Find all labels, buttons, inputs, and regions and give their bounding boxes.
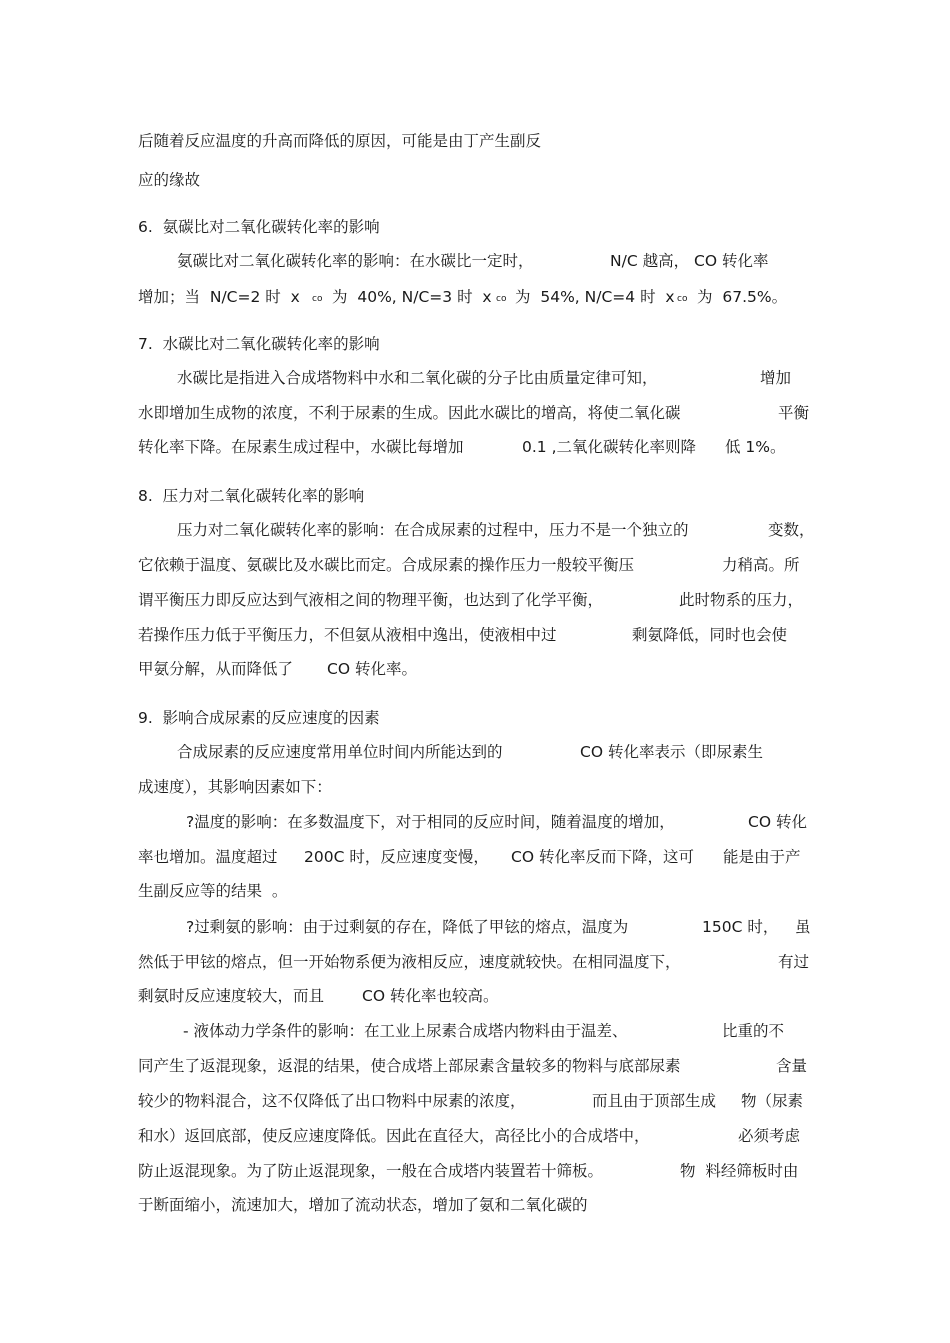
body-text: CO 转化: [748, 813, 807, 831]
body-text: 若操作压力低于平衡压力，不但氨从液相中逸出，使液相中过: [138, 626, 557, 644]
body-text: 压力对二氧化碳转化率的影响：在合成尿素的过程中，压力不是一个独立的: [177, 521, 689, 539]
body-text: - 液体动力学条件的影响：在工业上尿素合成塔内物料由于温差、: [183, 1022, 628, 1040]
body-text: ?温度的影响：在多数温度下，对于相同的反应时间，随着温度的增加，: [186, 813, 675, 831]
subscript: co: [312, 294, 323, 304]
body-text: CO 转化率反而下降，这可: [511, 848, 694, 866]
body-text: 剩氨降低，同时也会使: [632, 626, 788, 644]
section-heading: 7. 水碳比对二氧化碳转化率的影响: [138, 335, 380, 353]
body-text: 谓平衡压力即反应达到气液相之间的物理平衡，也达到了化学平衡，: [138, 591, 604, 609]
body-text: 成速度），其影响因素如下：: [138, 778, 332, 796]
body-text: 合成尿素的反应速度常用单位时间内所能达到的: [177, 743, 503, 761]
body-text: 力稍高。所: [722, 556, 800, 574]
subscript: co: [677, 294, 688, 304]
body-text: 甲氨分解，从而降低了: [138, 660, 294, 678]
body-text: 必须考虑: [738, 1127, 801, 1145]
body-text: 能是由于产: [723, 848, 801, 866]
body-text: CO 转化率也较高。: [362, 987, 499, 1005]
body-text: 率也增加。温度超过: [138, 848, 278, 866]
body-text: 有过: [778, 953, 810, 971]
section-heading: 9. 影响合成尿素的反应速度的因素: [138, 709, 380, 727]
body-text: 水即增加生成物的浓度，不利于尿素的生成。因此水碳比的增高，将使二氧化碳: [138, 404, 681, 422]
body-text: 然低于甲铉的熔点，但一开始物系便为液相反应，速度就较快。在相同温度下，: [138, 953, 681, 971]
body-text: 平衡: [778, 404, 810, 422]
body-text: 增加: [760, 369, 792, 387]
body-text: 它依赖于温度、氨碳比及水碳比而定。合成尿素的操作压力一般较平衡压: [138, 556, 635, 574]
body-text: CO 转化率表示（即尿素生: [580, 743, 763, 761]
body-text: 剩氨时反应速度较大，而且: [138, 987, 325, 1005]
body-text: 低 1%。: [725, 438, 786, 456]
body-text: 物（尿素: [741, 1092, 804, 1110]
body-text: 氨碳比对二氧化碳转化率的影响：在水碳比一定时，: [177, 252, 534, 270]
body-text: 增加；当 N/C=2 时 x: [138, 288, 300, 306]
body-text: 变数，: [768, 521, 815, 539]
body-text: 防止返混现象。为了防止返混现象，一般在合成塔内装置若十筛板。: [138, 1162, 604, 1180]
body-text: 后随着反应温度的升高而降低的原因，可能是由丁产生副反: [138, 132, 542, 150]
body-text: 于断面缩小，流速加大，增加了流动状态，增加了氨和二氧化碳的: [138, 1196, 588, 1214]
body-text: 同产生了返混现象，返混的结果，使合成塔上部尿素含量较多的物料与底部尿素: [138, 1057, 681, 1075]
section-heading: 8. 压力对二氧化碳转化率的影响: [138, 487, 365, 505]
body-text: 物 料经筛板时由: [680, 1162, 799, 1180]
body-text: 为 67.5%。: [697, 288, 788, 306]
subscript: co: [496, 294, 507, 304]
body-text: 此时物系的压力，: [679, 591, 804, 609]
body-text: 和水）返回底部，使反应速度降低。因此在直径大，高径比小的合成塔中，: [138, 1127, 650, 1145]
body-text: 生副反应等的结果 。: [138, 882, 288, 900]
body-text: 应的缘故: [138, 171, 201, 189]
body-text: 较少的物料混合，这不仅降低了出口物料中尿素的浓度，: [138, 1092, 526, 1110]
body-text: 为 40%, N/C=3 时 x: [332, 288, 492, 306]
body-text: 而且由于顶部生成: [592, 1092, 717, 1110]
body-text: 150C 时，: [702, 918, 779, 936]
body-text: 水碳比是指进入合成塔物料中水和二氧化碳的分子比由质量定律可知，: [177, 369, 658, 387]
body-text: 虽: [795, 918, 811, 936]
body-text: N/C 越高， CO 转化率: [610, 252, 769, 270]
section-heading: 6. 氨碳比对二氧化碳转化率的影响: [138, 218, 380, 236]
body-text: 含量: [776, 1057, 808, 1075]
body-text: 0.1 ,二氧化碳转化率则降: [522, 438, 697, 456]
body-text: 为 54%, N/C=4 时 x: [515, 288, 675, 306]
body-text: 比重的不: [722, 1022, 785, 1040]
body-text: 转化率下降。在尿素生成过程中，水碳比每增加: [138, 438, 464, 456]
body-text: ?过剩氨的影响：由于过剩氨的存在，降低了甲铉的熔点，温度为: [186, 918, 629, 936]
body-text: CO 转化率。: [327, 660, 417, 678]
body-text: 200C 时，反应速度变慢，: [304, 848, 489, 866]
